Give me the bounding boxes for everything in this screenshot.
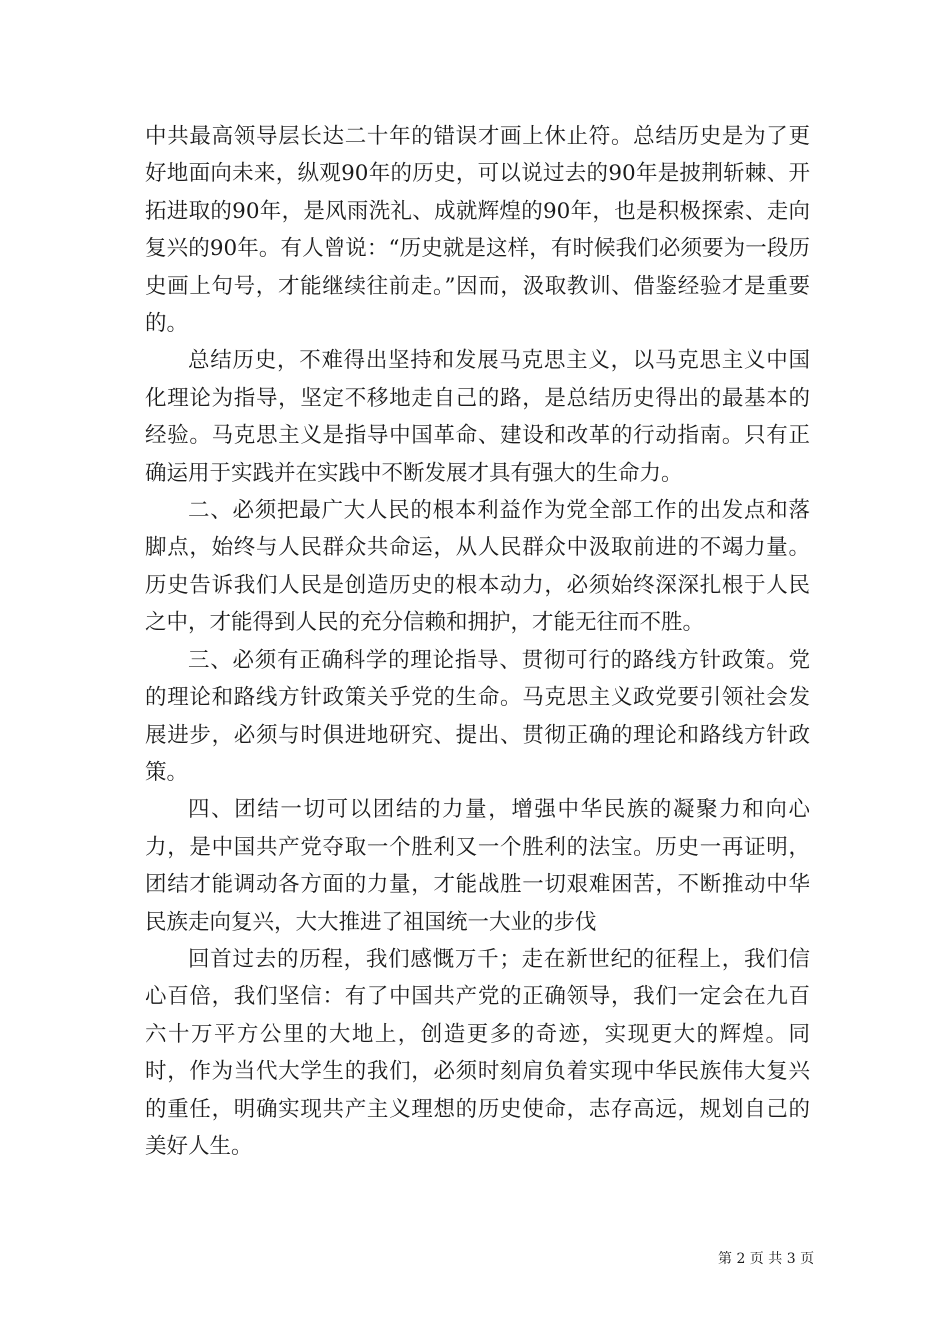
paragraph-1: 中共最高领导层长达二十年的错误才画上休止符。总结历史是为了更好地面向未来，纵观90年的历史，可以说过去的90年是披荆斩棘、开拓进取的90年，是风雨洗礼、成就辉煌的90年，也是积极探索、走向复兴的90年。有人曾说：“历史就是这样，有时候我们必须要为一段历史画上句号，才能继续往前走。”因而，汲取教训、借鉴经验才是重要的。 bbox=[145, 124, 810, 337]
paragraph-4: 三、必须有正确科学的理论指导、贯彻可行的路线方针政策。党的理论和路线方针政策关乎党的生命。马克思主义政党要引领社会发展进步，必须与时俱进地研究、提出、贯彻正确的理论和路线方针政策。 bbox=[145, 647, 810, 785]
paragraph-5: 四、团结一切可以团结的力量，增强中华民族的凝聚力和向心力，是中国共产党夺取一个胜利又一个胜利的法宝。历史一再证明，团结才能调动各方面的力量，才能战胜一切艰难困苦，不断推动中华民族走向复兴，大大推进了祖国统一大业的步伐 bbox=[145, 797, 810, 935]
paragraph-2: 总结历史，不难得出坚持和发展马克思主义，以马克思主义中国化理论为指导，坚定不移地走自己的路，是总结历史得出的最基本的经验。马克思主义是指导中国革命、建设和改革的行动指南。只有正确运用于实践并在实践中不断发展才具有强大的生命力。 bbox=[145, 348, 810, 486]
paragraph-3: 二、必须把最广大人民的根本利益作为党全部工作的出发点和落脚点，始终与人民群众共命运，从人民群众中汲取前进的不竭力量。历史告诉我们人民是创造历史的根本动力，必须始终深深扎根于人民之中，才能得到人民的充分信赖和拥护，才能无往而不胜。 bbox=[145, 498, 810, 636]
paragraph-6: 回首过去的历程，我们感慨万千；走在新世纪的征程上，我们信心百倍，我们坚信：有了中国共产党的正确领导，我们一定会在九百六十万平方公里的大地上，创造更多的奇迹，实现更大的辉煌。同时，作为当代大学生的我们，必须时刻肩负着实现中华民族伟大复兴的重任，明确实现共产主义理想的历史使命，志存高远，规划自己的美好人生。 bbox=[145, 946, 810, 1159]
page-number-footer: 第 2 页 共 3 页 bbox=[718, 1251, 815, 1267]
document-body bbox=[145, 118, 810, 1165]
